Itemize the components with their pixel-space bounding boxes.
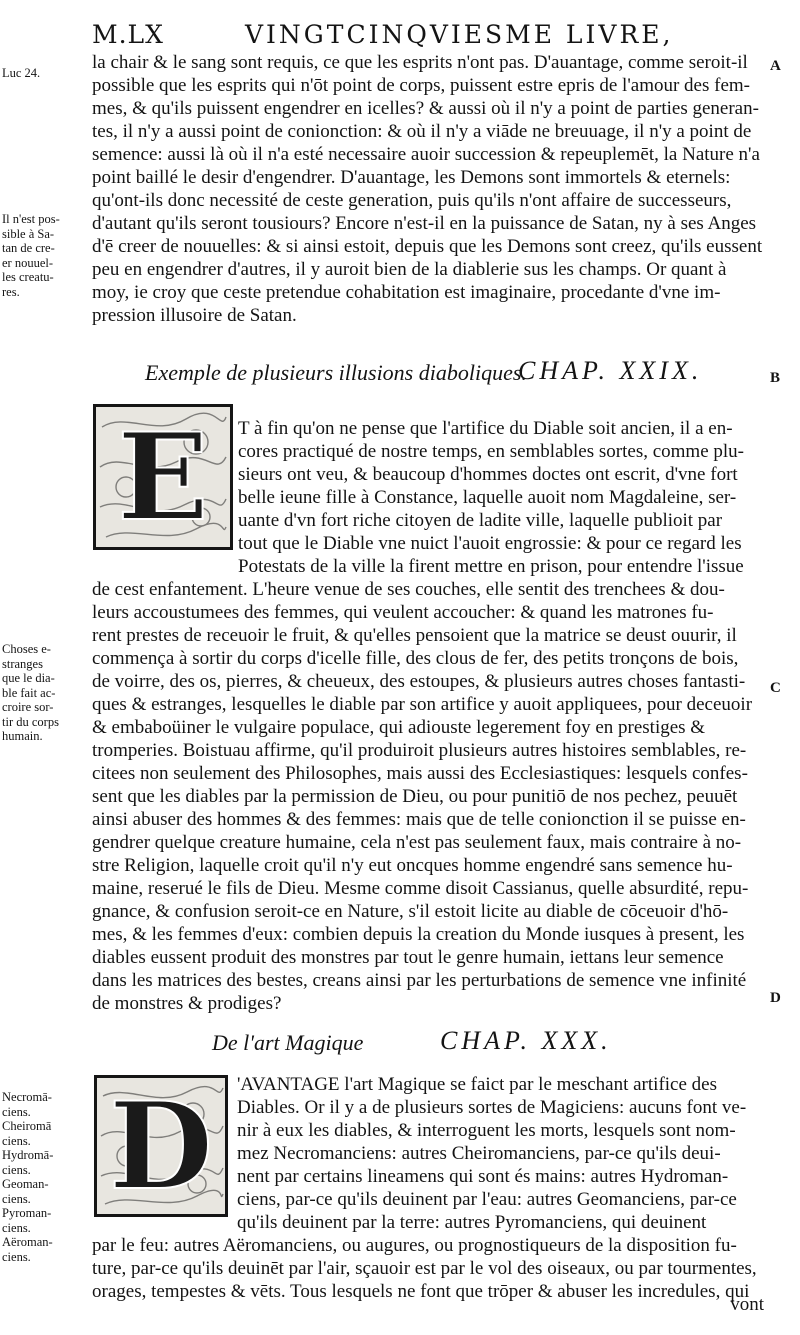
margin-note-line: les creatu- <box>2 270 54 284</box>
chapter-29-text <box>92 418 764 1016</box>
text-line: semence: aussi là où il n'a esté necessaire auoir succession & repeuplemēt, la Nature n'a <box>92 144 760 165</box>
margin-note-line: ciens. <box>2 1162 31 1177</box>
text-line: Potestats de la ville la firent mettre en prison, pour entendre l'issue <box>238 556 744 577</box>
text-line: mes, & les femmes d'eux: combien depuis la creation du Monde iusques à present, les <box>92 924 745 945</box>
chapter-number: CHAP. XXX. <box>440 1026 612 1055</box>
margin-note-line: croire sor- <box>2 700 54 714</box>
margin-ref-text: Luc 24. <box>2 66 41 80</box>
text-line: diables eussent produit des monstres par tout le genre humain, iettans leur semence <box>92 947 724 968</box>
text-line: de monstres & prodiges? <box>92 993 282 1014</box>
text-line: dans les matrices des bestes, creans ainsi par les perturbations de semence vne infinité <box>92 970 747 991</box>
running-title: VINGTCINQVIESME LIVRE, <box>245 20 674 49</box>
text-line: pression illusoire de Satan. <box>92 305 297 326</box>
text-line: cores practiqué de nostre temps, en semblables sortes, comme plu- <box>238 441 744 462</box>
text-line: nent par certains lineamens qui sont és mains: autres Hydroman- <box>237 1166 729 1187</box>
margin-note-line: tan de cre- <box>2 241 55 255</box>
section-marker: C <box>770 680 781 696</box>
dropcap-letter: D <box>108 1075 214 1217</box>
text-line: point baillé le desir d'engendrer. D'auantage, les Demons sont immortels & eternels: <box>92 167 731 188</box>
text-line: mes, & qu'ils puissent engendrer en icelles? & aussi où il n'y a point de parties generan- <box>92 98 759 119</box>
text-line: ciens, par-ce qu'ils deuinent par l'eau: autres Geomanciens, par-ce <box>237 1189 737 1210</box>
text-line: leurs accoustumees des femmes, qui veulent accoucher: & quand les matrones fu- <box>92 602 714 623</box>
margin-note-line: Hydromā- <box>2 1148 54 1162</box>
text-line: maine, reserué le fils de Dieu. Mesme comme disoit Cassianus, quelle absurdité, repu- <box>92 878 749 899</box>
text-line: tromperies. Boistuau affirme, qu'il produiroit plusieurs autres histoires semblables, re- <box>92 740 747 761</box>
margin-note <box>2 212 90 299</box>
text-line: gnance, & confusion seroit-ce en Nature, s'il estoit licite au diable de cōceuoir d'hō- <box>92 901 729 922</box>
text-line: de cest enfantement. L'heure venue de ses couches, elle sentit des trenchees & dou- <box>92 579 725 600</box>
margin-note-line: Pyroman- <box>2 1206 52 1220</box>
margin-note-line: ciens. <box>2 1220 31 1235</box>
section-marker: B <box>770 370 781 386</box>
text-line: peu en engendrer d'autres, il y auroit bien de la diablerie sus les champs. Or quant à <box>92 259 727 280</box>
text-line: sent que les diables par la permission de Dieu, ou pour punitiō de nos pechez, peuuēt <box>92 786 738 807</box>
text-line: 'AVANTAGE l'art Magique se faict par le meschant artifice des <box>237 1074 717 1095</box>
text-line: gendrer quelque creature humaine, cela n'est pas seulement faux, mais contraire à no- <box>92 832 742 853</box>
text-line: T à fin qu'on ne pense que l'artifice du Diable soit ancien, il a en- <box>238 418 733 439</box>
margin-reference <box>2 66 90 81</box>
catchword: vont <box>730 1294 764 1315</box>
margin-note-line: ciens. <box>2 1249 31 1264</box>
margin-note-line: Choses e- <box>2 642 51 656</box>
text-line: & embaboüiner le vulgaire populace, qui adiouste legerement foy en prestiges & <box>92 717 706 738</box>
text-line: ainsi abuser des hommes & des femmes: mais que de telle conionction il se puisse en- <box>92 809 746 830</box>
margin-note-line: Aëroman- <box>2 1235 53 1249</box>
text-line: citees non seulement des Philosophes, mais aussi des Ecclesiastiques: lesquels confes- <box>92 763 748 784</box>
chapter-30-text <box>92 1074 764 1304</box>
margin-note-line: ble fait ac- <box>2 685 56 700</box>
margin-note-line: ciens. <box>2 1133 31 1148</box>
dropcap-letter: E <box>117 406 209 548</box>
intro-paragraph <box>92 52 764 328</box>
text-line: par le feu: autres Aëromanciens, ou augures, ou prognostiqueurs de la disposition fu- <box>92 1235 737 1256</box>
section-marker: A <box>770 58 781 74</box>
text-line: tes, il n'y a aussi point de conionction: & où il n'y a viāde ne breuuage, il n'y a point de <box>92 121 752 142</box>
margin-note-line: ciens. <box>2 1191 31 1206</box>
margin-note-line: tir du corps <box>2 714 59 729</box>
margin-note-line: que le dia- <box>2 671 55 685</box>
margin-note-line: Il n'est pos- <box>2 212 60 226</box>
margin-note-line: res. <box>2 284 20 299</box>
text-line: la chair & le sang sont requis, ce que les esprits n'ont pas. D'auantage, comme seroit-il <box>92 52 748 73</box>
margin-note-line: Necromā- <box>2 1090 52 1104</box>
chapter-title: De l'art Magique <box>212 1030 364 1055</box>
margin-note <box>2 1090 90 1264</box>
margin-note-line: ciens. <box>2 1104 31 1119</box>
text-line: qu'ils deuinent par la terre: autres Pyromanciens, qui deuinent <box>237 1212 707 1233</box>
text-line: orages, tempestes & vēts. Tous lesquels ne font que trōper & abuser les incredules, qui <box>92 1281 750 1302</box>
text-line: sieurs ont veu, & beaucoup d'hommes doctes ont escrit, d'vne fort <box>238 464 738 485</box>
text-line: commença à sortir du corps d'icelle fille, des clous de fer, des petits tronçons de bois, <box>92 648 739 669</box>
text-line: ques & estranges, lesquelles le diable par son artifice y auoit appliquees, pour deceuoir <box>92 694 753 715</box>
text-line: de voirre, des os, pierres, & cheueux, des estoupes, & plusieurs autres choses fantasti- <box>92 671 746 692</box>
chapter-title: Exemple de plusieurs illusions diaboliques. <box>145 360 527 385</box>
section-marker: D <box>770 990 781 1006</box>
text-line: possible que les esprits qui n'ōt point de corps, puissent estre epris de l'amour des fem- <box>92 75 750 96</box>
margin-note-line: Cheiromā <box>2 1119 52 1133</box>
text-line: rent prestes de receuoir le fruit, & qu'elles pensoient que la matrice se deust ouurir, il <box>92 625 737 646</box>
text-line: Diables. Or il y a de plusieurs sortes de Magiciens: aucuns font ve- <box>237 1097 747 1118</box>
text-line: qu'ont-ils donc necessité de ceste generation, puis qu'ils n'ont affaire de successeurs, <box>92 190 732 211</box>
margin-note-line: stranges <box>2 656 43 671</box>
text-line: nir à eux les diables, & interroguent les morts, lesquels sont nom- <box>237 1120 736 1141</box>
margin-note-line: Geoman- <box>2 1177 49 1191</box>
margin-note-line: sible à Sa- <box>2 226 55 241</box>
text-line: stre Religion, laquelle croit qu'il n'y eut oncques homme engendré sans semence hu- <box>92 855 733 876</box>
text-line: moy, ie croy que ceste pretendue cohabitation est imaginaire, procedante d'vne im- <box>92 282 721 303</box>
text-line: tout que le Diable vne nuict l'auoit engrossie: & pour ce regard les <box>238 533 742 554</box>
text-line: d'autant qu'ils seront tousiours? Encore n'est-il en la puissance de Satan, ny à ses Anges <box>92 213 757 234</box>
margin-note-line: er nouuel- <box>2 255 54 270</box>
text-line: mez Necromanciens: autres Cheiromanciens, par-ce qu'ils deui- <box>237 1143 721 1164</box>
text-line: uante d'vn fort riche citoyen de ladite ville, laquelle publioit par <box>238 510 723 531</box>
text-line: d'ē creer de nouuelles: & si ainsi estoit, depuis que les Demons sont creez, qu'ils eussent <box>92 236 763 257</box>
page-folio: M.LX <box>92 20 164 49</box>
margin-note <box>2 642 90 744</box>
chapter-number: CHAP. XXIX. <box>518 356 703 385</box>
text-line: ture, par-ce qu'ils deuinēt par l'air, sçauoir est par le vol des oiseaux, ou par tourmentes, <box>92 1258 757 1279</box>
margin-note-line: humain. <box>2 729 43 743</box>
text-line: belle ieune fille à Constance, laquelle auoit nom Magdaleine, ser- <box>238 487 737 508</box>
